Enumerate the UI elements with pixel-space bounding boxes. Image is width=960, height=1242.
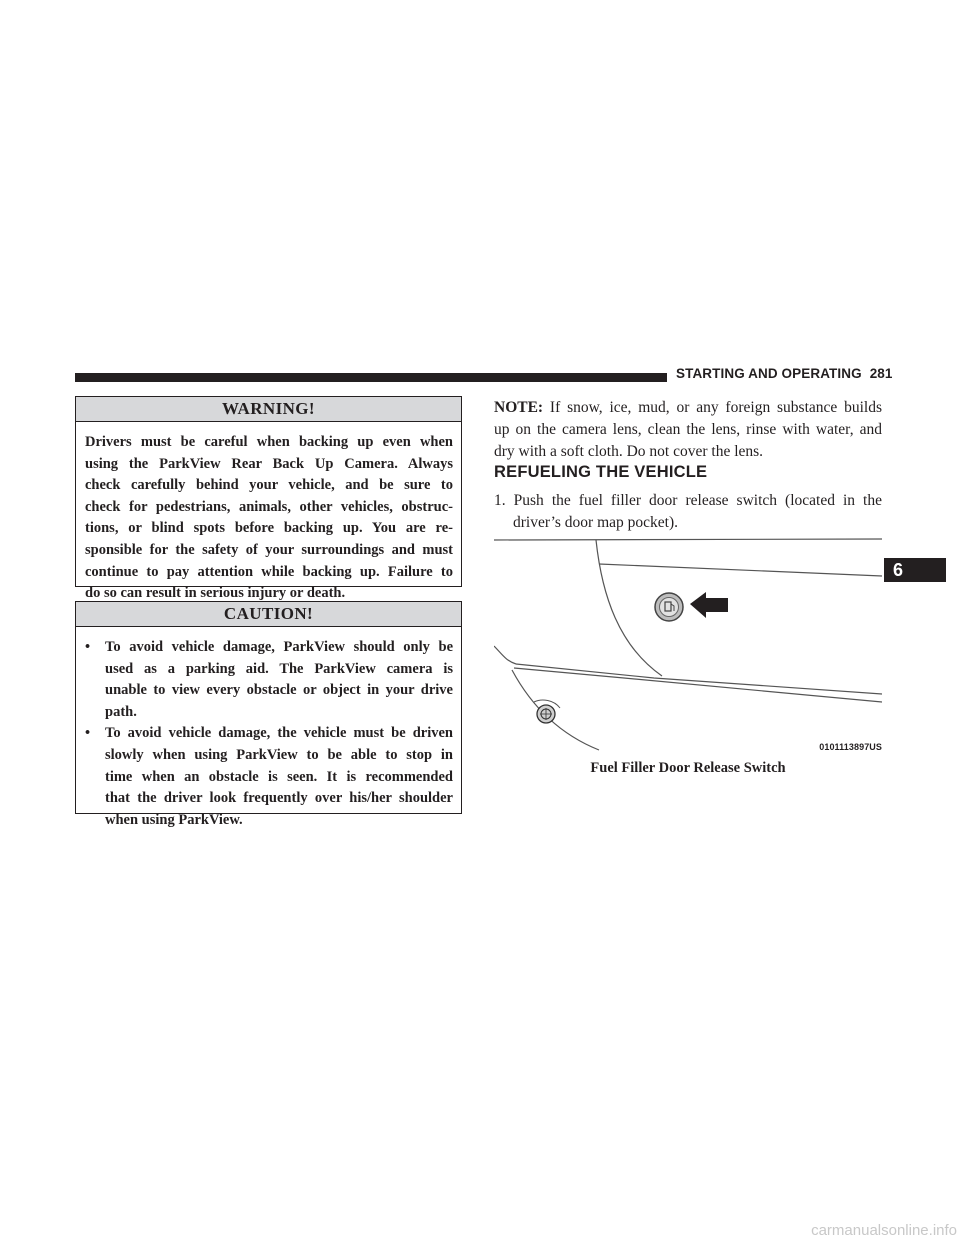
warning-line: using the ParkView Rear Back Up Camera. Always	[85, 455, 453, 472]
list-item	[85, 637, 453, 723]
caution-line: unable to view every obstacle or object in your drive	[105, 682, 453, 699]
note-paragraph	[494, 397, 882, 463]
list-item	[85, 723, 453, 831]
caution-line: when using ParkView.	[105, 811, 243, 828]
release-switch-icon	[655, 593, 683, 621]
caution-line: time when an obstacle is seen. It is recommended	[105, 768, 453, 785]
page-number: 281	[869, 366, 893, 381]
header-rule	[75, 373, 667, 382]
caution-line: used as a parking aid. The ParkView camera is	[105, 660, 453, 677]
caution-title: CAUTION!	[76, 602, 461, 627]
sill-line-1	[494, 646, 516, 664]
fuel-door-figure	[494, 536, 882, 754]
body-line-upper	[599, 564, 882, 576]
chapter-tab: 6	[884, 558, 946, 582]
bullet: •	[85, 725, 91, 742]
section-heading: REFUELING THE VEHICLE	[494, 463, 708, 481]
warning-line: continue to pay attention while backing up. Failure to	[85, 563, 453, 580]
caution-box	[75, 601, 462, 828]
figure-id: 0101113897US	[819, 742, 882, 752]
warning-line: tions, or blind spots before backing up. You are re-	[85, 520, 453, 537]
figure-caption: Fuel Filler Door Release Switch	[590, 760, 786, 776]
warning-line: check carefully behind your vehicle, and be sure to	[85, 477, 453, 494]
caution-list	[85, 637, 453, 831]
note-label: NOTE:	[494, 399, 544, 416]
running-header	[676, 366, 893, 386]
step-line: driver’s door map pocket).	[513, 514, 678, 531]
note-line: up on the camera lens, clean the lens, rinse with water, and	[494, 421, 882, 438]
fuel-door-illustration	[494, 536, 882, 754]
warning-box	[75, 396, 462, 602]
warning-text	[76, 422, 461, 605]
warning-line: sponsible for the safety of your surroundings and must	[85, 541, 453, 558]
warning-line: Drivers must be careful when backing up even when	[85, 434, 453, 450]
warning-title: WARNING!	[76, 397, 461, 422]
caution-text	[76, 627, 461, 831]
warning-line: do so can result in serious injury or death.	[85, 585, 346, 602]
fuel-door-edge	[596, 540, 662, 676]
step-line: 1. Push the fuel filler door release switch (located in the	[494, 492, 882, 509]
step-1	[494, 490, 882, 534]
body-line-top	[494, 539, 882, 540]
caution-line: To avoid vehicle damage, ParkView should only be	[105, 639, 453, 655]
caution-line: slowly when using ParkView to be able to stop in	[105, 746, 453, 763]
sill-line-2	[516, 664, 882, 694]
note-line-text: If snow, ice, mud, or any foreign substance builds	[543, 399, 882, 416]
section-title: STARTING AND OPERATING	[676, 366, 862, 381]
arrow-icon	[690, 592, 728, 618]
caution-line: that the driver look frequently over his/her shoulder	[105, 790, 453, 807]
fuel-cap-icon	[534, 700, 560, 723]
note-block	[494, 397, 882, 463]
caution-line: path.	[105, 703, 137, 720]
note-line	[494, 397, 882, 419]
caution-line: To avoid vehicle damage, the vehicle must be driven	[105, 725, 453, 742]
bullet: •	[85, 639, 91, 655]
body-lower-curve	[512, 670, 599, 750]
warning-line: check for pedestrians, animals, other vehicles, obstruc-	[85, 498, 453, 515]
note-line: dry with a soft cloth. Do not cover the lens.	[494, 443, 764, 460]
sill-line-3	[514, 668, 882, 702]
watermark: carmanualsonline.info	[811, 1222, 957, 1239]
